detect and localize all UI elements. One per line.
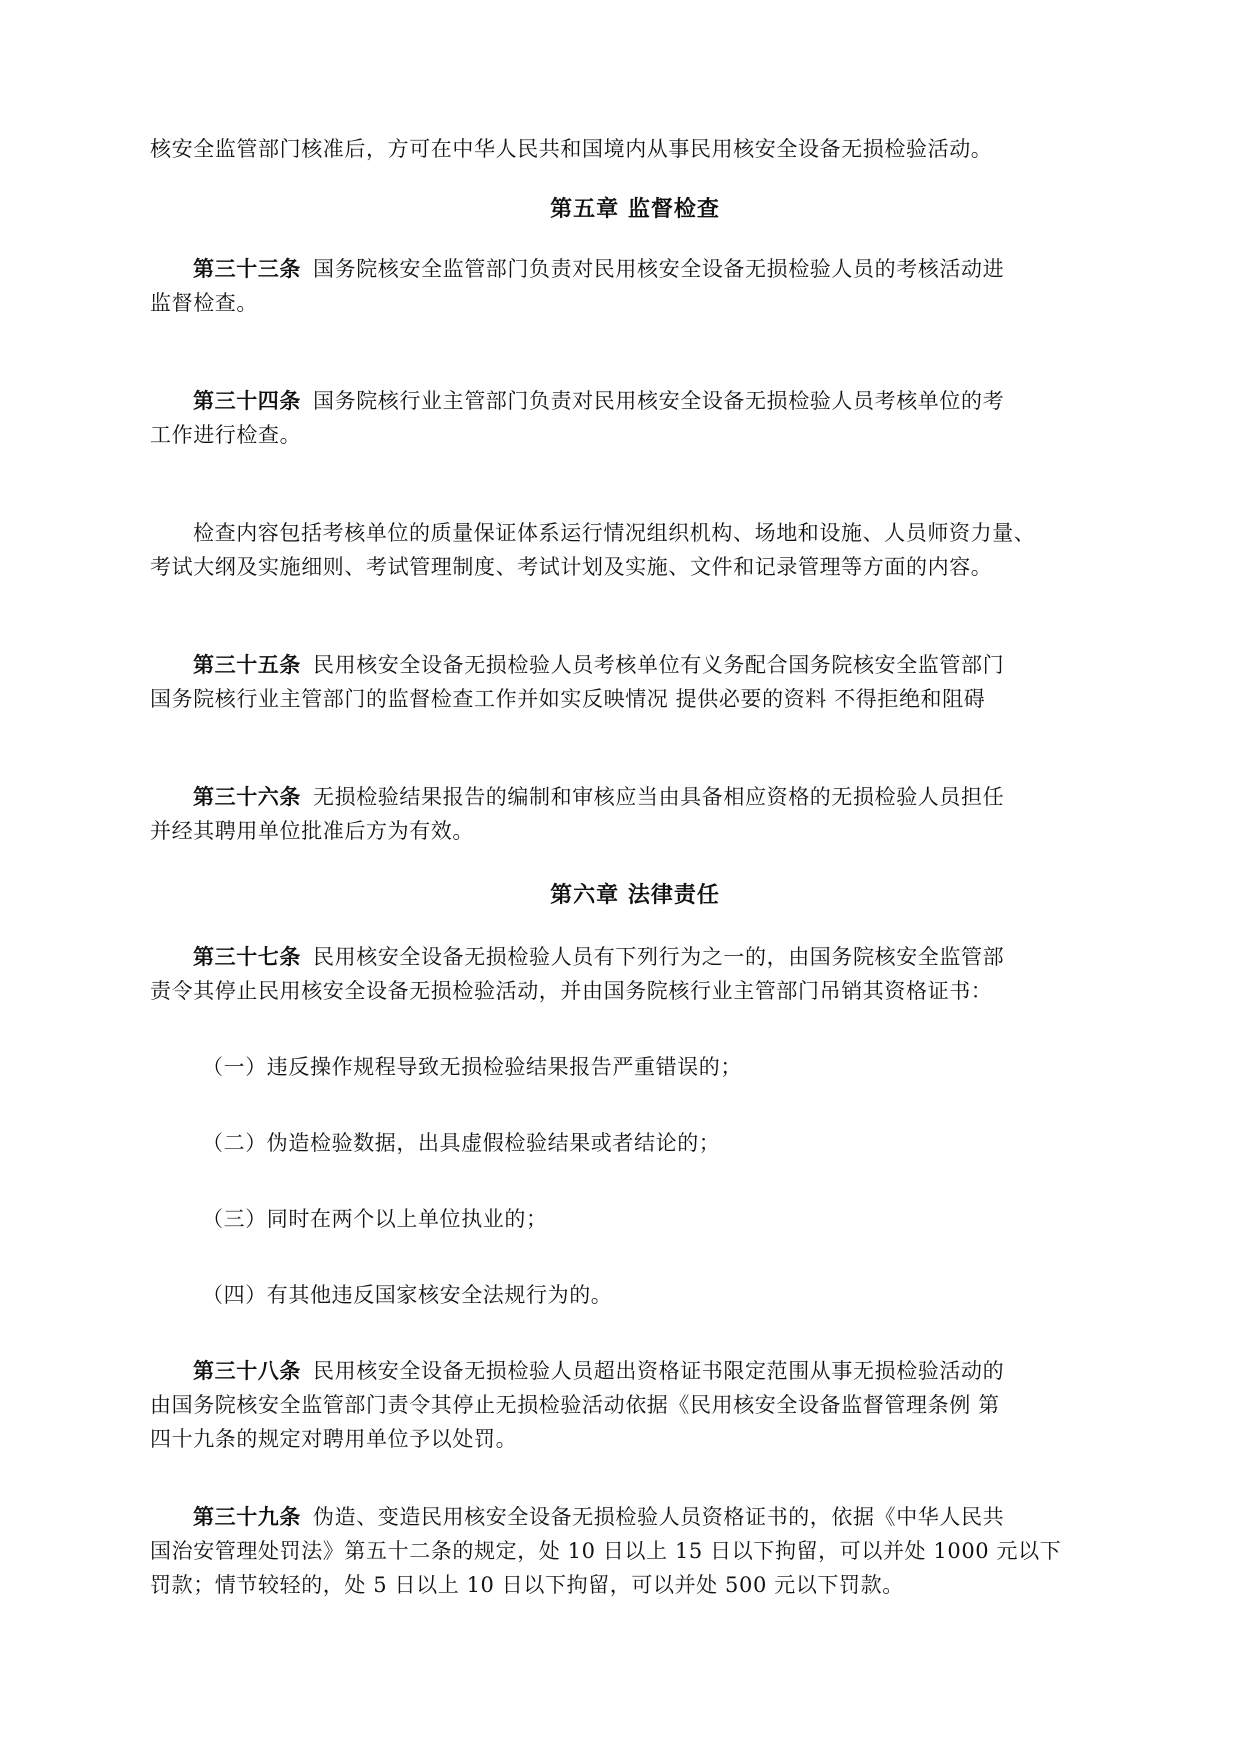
article-number: 第三十四条 [193, 388, 301, 413]
text-line: 并经其聘用单位批准后方为有效。 [150, 819, 474, 843]
text-line: 工作进行检查。 [150, 423, 302, 447]
article-text: 民用核安全设备无损检验人员超出资格证书限定范围从事无损检验活动的 [313, 1359, 1005, 1383]
article-37 [150, 940, 1120, 1008]
text-line: 考试大纲及实施细则、考试管理制度、考试计划及实施、文件和记录管理等方面的内容。 [150, 555, 993, 579]
text-line [150, 252, 1120, 286]
text-line: 监督检查。 [150, 291, 258, 315]
text-line [150, 648, 1120, 682]
inspection-content-paragraph [150, 516, 1120, 584]
text-line [150, 780, 1120, 814]
text-line: 检查内容包括考核单位的质量保证体系运行情况组织机构、场地和设施、人员师资力量、 [193, 521, 1036, 545]
list-item: （一）违反操作规程导致无损检验结果报告严重错误的； [202, 1055, 742, 1079]
article-33 [150, 252, 1120, 320]
article-35 [150, 648, 1120, 716]
text-line [150, 940, 1120, 974]
article-number: 第三十六条 [193, 784, 301, 809]
text-line: 由国务院核安全监管部门责令其停止无损检验活动依据《民用核安全设备监督管理条例 第 [150, 1393, 1000, 1417]
document-page [150, 132, 1120, 1602]
article-39 [150, 1500, 1120, 1602]
paragraph-continuation [150, 132, 1120, 166]
article-text: 无损检验结果报告的编制和审核应当由具备相应资格的无损检验人员担任 [313, 785, 1005, 809]
text-line [150, 384, 1120, 418]
text-line: 国务院核行业主管部门的监督检查工作并如实反映情况 提供必要的资料 不得拒绝和阻碍 [150, 687, 986, 711]
article-text: 伪造、变造民用核安全设备无损检验人员资格证书的，依据《中华人民共 [313, 1505, 1005, 1529]
article-number: 第三十七条 [193, 944, 301, 969]
article-text: 国务院核安全监管部门负责对民用核安全设备无损检验人员的考核活动进 [313, 257, 1005, 281]
article-text: 民用核安全设备无损检验人员有下列行为之一的，由国务院核安全监管部 [313, 945, 1005, 969]
text-line: 责令其停止民用核安全设备无损检验活动，并由国务院核行业主管部门吊销其资格证书： [150, 979, 993, 1003]
text-line [150, 1354, 1120, 1388]
article-38 [150, 1354, 1120, 1456]
list-item: （四）有其他违反国家核安全法规行为的。 [202, 1283, 613, 1307]
article-number: 第三十八条 [193, 1358, 301, 1383]
text-line [150, 1500, 1120, 1534]
article-number: 第三十九条 [193, 1504, 301, 1529]
text-line: 四十九条的规定对聘用单位予以处罚。 [150, 1427, 518, 1451]
text-line: 核安全监管部门核准后，方可在中华人民共和国境内从事民用核安全设备无损检验活动。 [150, 137, 993, 161]
list-item: （三）同时在两个以上单位执业的； [202, 1207, 548, 1231]
text-line: 罚款；情节较轻的，处 5 日以上 10 日以下拘留，可以并处 500 元以下罚款。 [150, 1573, 904, 1597]
article-36 [150, 780, 1120, 848]
chapter-heading: 第五章 监督检查 [550, 196, 720, 222]
text-line: 国治安管理处罚法》第五十二条的规定，处 10 日以上 15 日以下拘留，可以并处 1000 元以下 [150, 1539, 1062, 1563]
article-number: 第三十三条 [193, 256, 301, 281]
article-text: 国务院核行业主管部门负责对民用核安全设备无损检验人员考核单位的考 [313, 389, 1005, 413]
chapter-heading: 第六章 法律责任 [550, 882, 720, 908]
article-34 [150, 384, 1120, 452]
article-number: 第三十五条 [193, 652, 301, 677]
article-text: 民用核安全设备无损检验人员考核单位有义务配合国务院核安全监管部门 [313, 653, 1005, 677]
list-item: （二）伪造检验数据，出具虚假检验结果或者结论的； [202, 1131, 721, 1155]
